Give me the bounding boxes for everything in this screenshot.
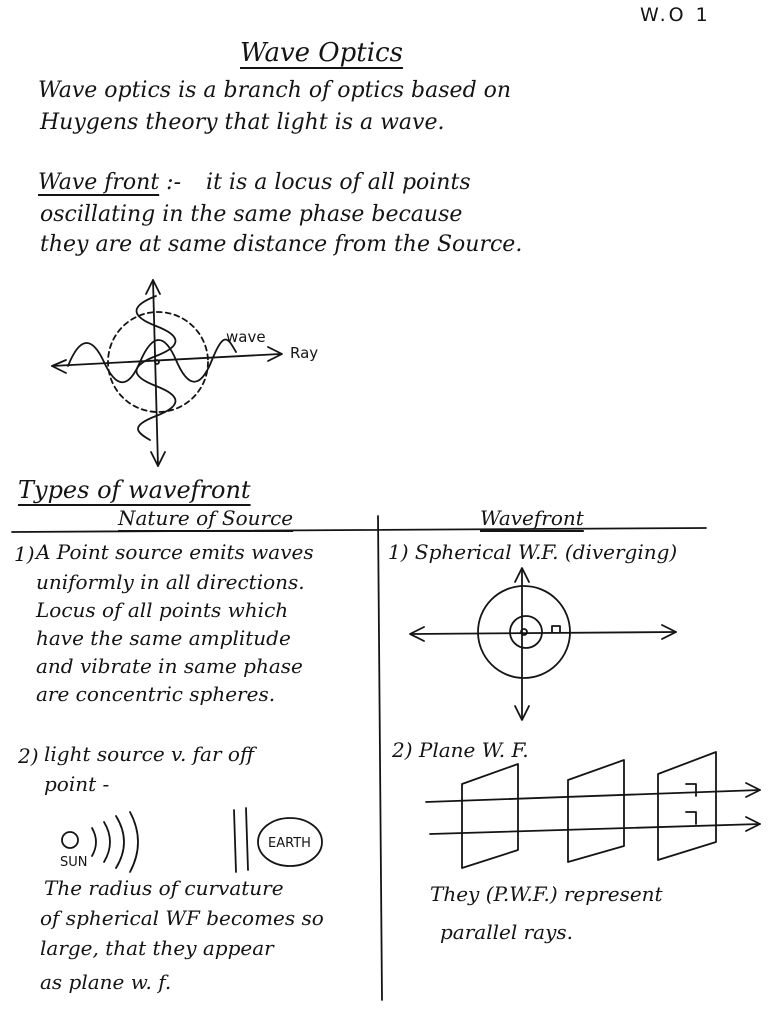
row2-left-line-4: of spherical WF becomes so xyxy=(40,906,324,930)
plane-note-line-1: They (P.W.F.) represent xyxy=(430,882,663,906)
plane-wavefront-1 xyxy=(462,764,518,868)
row2-left-line-6: as plane w. f. xyxy=(40,970,172,994)
row1-left-line-1: A Point source emits waves xyxy=(36,540,314,564)
row1-left-line-6: are concentric spheres. xyxy=(36,682,276,706)
row2-left-line-5: large, that they appear xyxy=(40,936,274,960)
wavefront-separator: :- xyxy=(166,170,182,195)
wavefront-def-line-2: oscillating in the same phase because xyxy=(40,202,463,227)
right-angle-mark-2 xyxy=(686,812,696,824)
row2-number: 2) xyxy=(18,744,39,768)
parallel-ray-2 xyxy=(430,824,760,834)
row1-left-line-3: Locus of all points which xyxy=(36,598,289,622)
page-reference: W.O 1 xyxy=(640,4,711,26)
sun-label: SUN xyxy=(60,855,88,870)
plane-wavefront-2 xyxy=(568,760,624,862)
wave-label: wave xyxy=(226,328,266,346)
row2-left-line-3: The radius of curvature xyxy=(44,876,284,900)
intro-line-1: Wave optics is a branch of optics based on xyxy=(38,78,512,103)
row2-left-line-2: point - xyxy=(44,772,110,796)
parallel-ray-1 xyxy=(426,790,760,802)
row1-left-line-5: and vibrate in same phase xyxy=(36,654,303,678)
intro-line-2: Huygens theory that light is a wave. xyxy=(40,110,445,135)
row2-left-line-1: light source v. far off xyxy=(44,742,255,766)
plane-note-line-2: parallel rays. xyxy=(440,920,573,944)
column-header-wavefront: Wavefront xyxy=(480,506,584,530)
earth-label: EARTH xyxy=(268,836,311,851)
wavefront-def-line-1: it is a locus of all points xyxy=(206,170,471,195)
column-header-nature: Nature of Source xyxy=(118,506,294,530)
row2-right-label: 2) Plane W. F. xyxy=(392,738,529,762)
wavefront-term: Wave front xyxy=(38,170,160,195)
wavefront-def-line-3: they are at same distance from the Source. xyxy=(40,232,523,257)
page-title: Wave Optics xyxy=(240,38,403,68)
plane-wavefront-3 xyxy=(658,752,716,860)
types-heading: Types of wavefront xyxy=(18,476,251,504)
row1-right-label: 1) Spherical W.F. (diverging) xyxy=(388,540,678,564)
ray-label: Ray xyxy=(290,344,319,362)
row1-left-line-2: uniformly in all directions. xyxy=(36,570,305,594)
right-angle-mark-1 xyxy=(686,784,696,796)
row1-number: 1) xyxy=(14,542,35,566)
row1-left-line-4: have the same amplitude xyxy=(36,626,291,650)
